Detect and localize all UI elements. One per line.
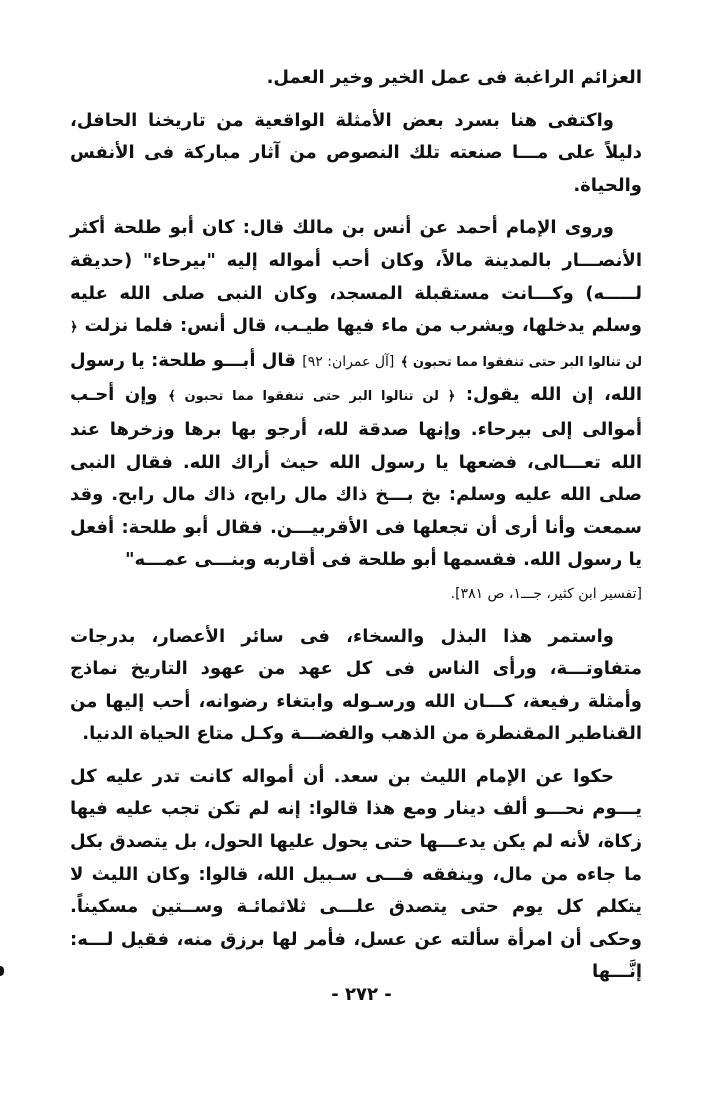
paragraph-5 bbox=[70, 761, 642, 989]
paragraph-2 bbox=[70, 105, 642, 203]
paragraph-text: واكتفى هنا بسرد بعض الأمثلة الواقعية من تاريخنا الحافل، دليلاً على مـــا صنعته تلك النصوص من آثار مباركة فى الأنفس والحياة. bbox=[70, 109, 642, 196]
paragraph-1 bbox=[70, 62, 642, 95]
page-body bbox=[70, 62, 642, 989]
paragraph-text: وروى الإمام أحمد عن أنس بن مالك قال: كان أبو طلحة أكثر الأنصـــار بالمدينة مالاً، وكان أحب أمواله إليه "بيرحاء" (حديقة لـــــه) وكـــانت مستقبلة المسجد، وكان النبى صلى الله عليه وسلم يدخلها، ويشرب من ماء فيها طيـب، قال أنس: فلما نزلت bbox=[70, 217, 642, 337]
page-number: - ٢٧٢ - bbox=[331, 984, 392, 1005]
paragraph-text: وإن أحـب أموالى إلى بيرحاء. وإنها صدقة لله، أرجو بها برها وزخرها عند الله تعـــالى، فضعها يا رسول الله حيث أراك الله. فقال النبى صلى الله عليه وسلم: بخ بـــخ ذاك مال رابح، ذاك مال رابح. وقد سمعت وأنا أرى أن تجعلها فى الأقربيـــن. فقال أبو طلحة: أفعل يا رسول الله. فقسمها أبو طلحة فى أقاربه وبنـــى عمـــه" bbox=[70, 384, 642, 571]
verse-reference: [آل عمران: ٩٢] bbox=[302, 353, 395, 370]
paragraph-4 bbox=[70, 621, 642, 751]
paragraph-3 bbox=[70, 212, 642, 610]
paragraph-text: قال أبـــو طلحة: يا رسول الله، إن الله يقول: bbox=[70, 349, 642, 406]
quran-verse: ﴿ لن تنالوا البر حتى تنفقوا مما تحبون ﴾ bbox=[70, 320, 642, 370]
citation-reference: [تفسير ابن كثير، جـــ١، ص ٣٨١]. bbox=[450, 585, 642, 602]
quran-verse: ﴿ لن تنالوا البر حتى تنفقوا مما تحبون ﴾ bbox=[168, 389, 456, 405]
paragraph-text: واستمر هذا البذل والسخاء، فى سائر الأعصار، بدرجات متفاوتـــة، ورأى الناس فى كل عهد من عهود التاريخ نماذج وأمثلة رفيعة، كـــان الله ورسـوله وابتغاء رضوانه، أحب إليها من القناطير المقنطرة من الذهب والفضـــة وكـل متاع الحياة الدنيا. bbox=[70, 625, 642, 745]
scan-edge-mark bbox=[0, 966, 4, 976]
paragraph-text: العزائم الراغبة فى عمل الخير وخير العمل. bbox=[266, 67, 642, 88]
paragraph-text: حكوا عن الإمام الليث بن سعد. أن أمواله كانت تدر عليه كل يـــوم نحـــو ألف دينار ومع هذا قالوا: إنه لم تكن تجب عليه فيها زكاة، لأنه لم يكن يدعـــها حتى يحول عليها الحول، بل يتصدق بكل ما جاءه من مال، وينفقه فـــى سـبيل الله، قالوا: وكان الليث لا يتكلم كل يوم حتى يتصدق علـــى ثلاثمائـة وســتين مسكيناً. وحكى أن امرأة سألته عن عسل، فأمر لها برزق منه، فقيل لـــه: إنَّـــها bbox=[70, 765, 642, 983]
